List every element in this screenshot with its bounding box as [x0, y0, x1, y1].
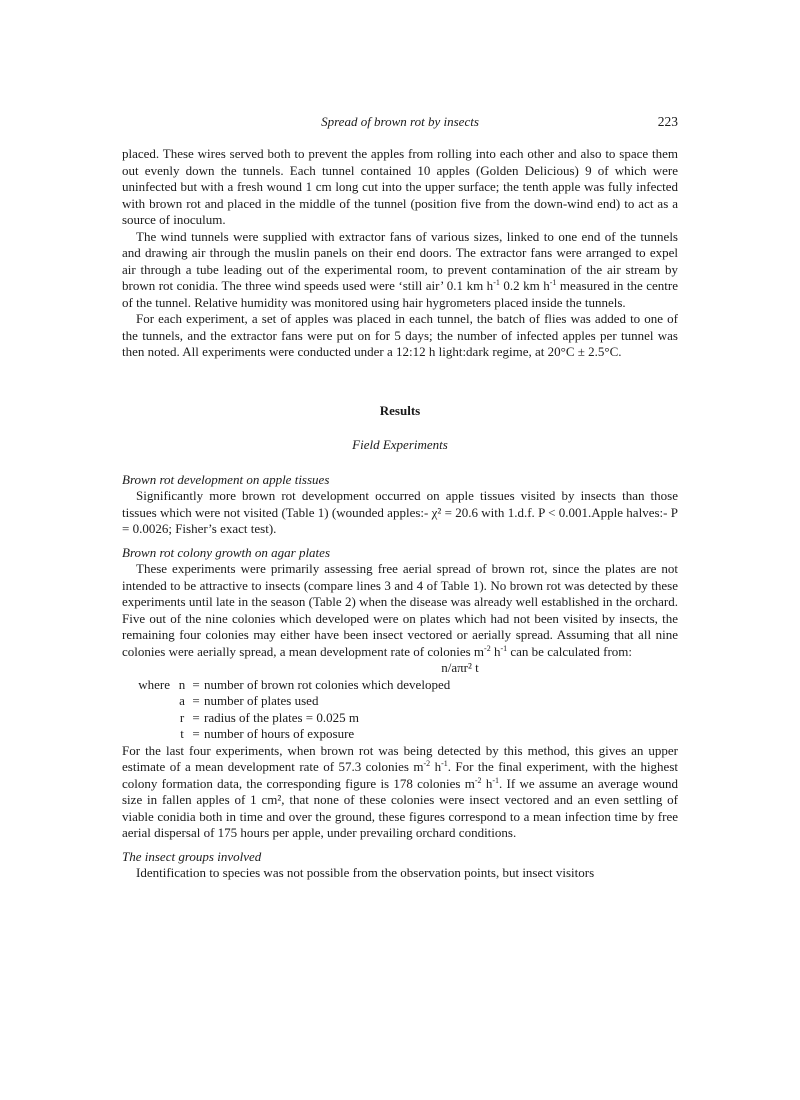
page-number: 223 [657, 114, 678, 129]
paragraph-wind-tunnels: The wind tunnels were supplied with extractor fans of various sizes, linked to one end of the tunnels and drawing air through the muslin panels on their end doors. The extractor fans were arranged to expel air through a tube leading out of the experimental room, to prevent contamination of the air stream by brown rot conidia. The three wind speeds used were ‘still air’ 0.1 km $h^{-1}$ 0.2 km $h^{-1}$ measured in the centre of the tunnel. Relative humidity was monitored using hair hygrometers placed inside the tunnels. [122, 228, 678, 310]
paragraph-insect-groups: Identification to species was not possible from the observation points, but insect visitors [136, 865, 595, 880]
definition-row: t = number of hours of exposure [180, 726, 355, 741]
subsection-heading-field-experiments: Field Experiments [352, 437, 448, 452]
heading-apple-tissues: Brown rot development on apple tissues [122, 471, 330, 487]
running-title: Spread of brown rot by insects [321, 114, 479, 129]
heading-insect-groups: The insect groups involved [122, 848, 262, 864]
paragraph-experiment-procedure: For each experiment, a set of apples was placed in each tunnel, the batch of flies was added to one of the tunnels, and the extractor fans were put on for 5 days; the number of infected apples per tunnel was then noted. All experiments were conducted under a 12:12 h light:dark regime, at 20°C ± 2.5°C. [122, 311, 678, 359]
formula-definitions [122, 677, 678, 743]
page-body [122, 146, 678, 882]
definition-row: where n = number of brown rot colonies which developed [122, 677, 678, 694]
paragraph-development-rate: For the last four experiments, when brown rot was being detected by this method, this gives an upper estimate of a mean development rate of 57.3 colonies $m^{-2}$ $h^{-1}$. For the final experiment, with the highest colony formation data, the corresponding figure is 178 colonies $m^{-2}$ $h^{-1}$. If we assume an average wound size in fallen apples of 1 cm², that none of these colonies were insect vectored and an even settling of viable conidia both in time and over the ground, these figures correspond to a mean infection time by free aerial dispersal of 175 hours per apple, under prevailing orchard conditions. [122, 742, 679, 840]
definition-row: a = number of plates used [179, 693, 319, 708]
colony-rate-formula: n/aπr² t [441, 660, 479, 675]
paragraph-agar-plates: These experiments were primarily assessing free aerial spread of brown rot, since the plates are not intended to be attractive to insects (compare lines 3 and 4 of Table 1). No brown rot was detected by these experiments until late in the season (Table 2) when the disease was already well established in the orchard. Five out of the nine colonies which developed were on plates which had not been visited by insects, the remaining four colonies may either have been insect vectored or aerially spread. Assuming that all nine colonies were aerially spread, a mean development rate of colonies $m^{-2}$ $h^{-1}$ can be calculated from: [122, 561, 678, 659]
paragraph-apple-tissues: Significantly more brown rot development occurred on apple tissues visited by insects than those tissues which were not visited (Table 1) (wounded apples:- χ² = 20.6 with 1.d.f. P < 0.001.Apple halves:- P = 0.0026; Fisher’s exact test). [122, 488, 678, 536]
section-heading-results: Results [379, 402, 421, 418]
definition-row: r = radius of the plates = 0.025 m [179, 709, 359, 725]
running-head [122, 114, 678, 134]
paragraph-tunnel-setup: placed. These wires served both to prevent the apples from rolling into each other and also to space them out evenly down the tunnels. Each tunnel contained 10 apples (Golden Delicious) 9 of which were uninfected but with a fresh wound 1 cm long cut into the upper surface; the tenth apple was fully infected with brown rot and placed in the middle of the tunnel (position five from the down-wind end) to act as a source of inoculum. [122, 146, 678, 227]
where-label: where [138, 676, 170, 692]
heading-agar-plates: Brown rot colony growth on agar plates [122, 544, 330, 560]
